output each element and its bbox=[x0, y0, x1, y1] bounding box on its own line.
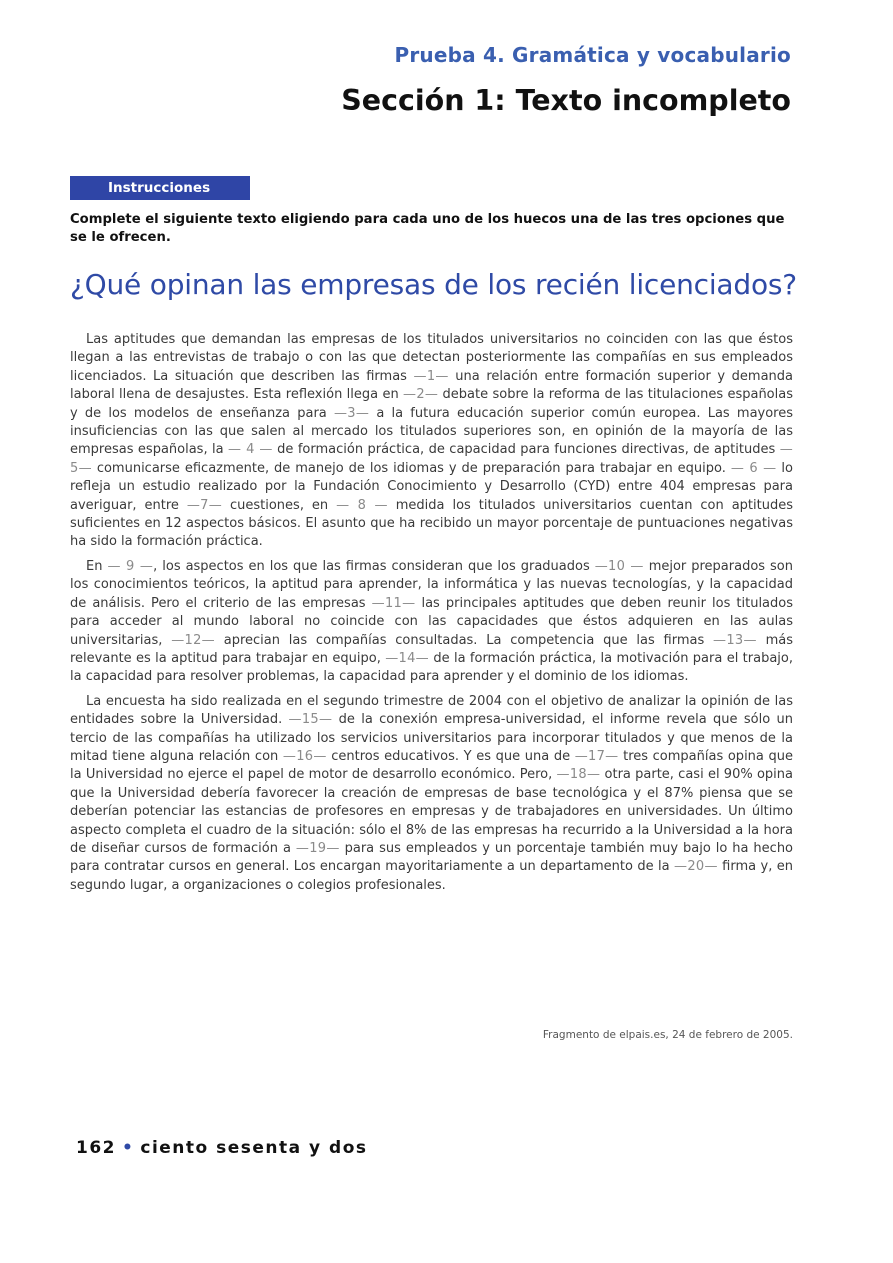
paragraph-text: una relación entre formación superior y demanda laboral llena de desajustes. Esta reflexión llega en bbox=[70, 368, 793, 403]
paragraph-text: aprecian las compañías consultadas. La competencia que las firmas bbox=[214, 632, 714, 648]
article-body bbox=[70, 331, 793, 901]
instructions-text: Complete el siguiente texto eligiendo para cada uno de los huecos una de las tres opciones que se le ofrecen. bbox=[70, 212, 785, 245]
article-paragraph bbox=[70, 331, 793, 552]
paragraph-text: otra parte, casi el 90% opina que la Universidad debería favorecer la creación de empresas de base tecnológica y el 87% piensa que se deberían potenciar las estancias de profesores en empresas y de trabajadores en universidades. Un último aspecto completa el cuadro de la situación: sólo el 8% de las empresas ha recurrido a la Universidad a la hora de diseñar cursos de formación a bbox=[70, 767, 793, 856]
blank-gap-marker: — 9 — bbox=[107, 558, 154, 574]
paragraph-text: Las aptitudes que demandan las empresas de los titulados universitarios no coinciden con las que éstos llegan a las entrevistas de trabajo o con las que detectan posteriormente las compañías en sus empleados licenciados. La situación que describen las firmas bbox=[70, 332, 793, 384]
blank-gap-marker: —14— bbox=[385, 650, 429, 666]
paragraph-text: centros educativos. Y es que una de bbox=[326, 748, 575, 764]
paragraph-text: a la futura educación superior común europea. Las mayores insuficiencias con las que salen al mercado los titulados superiores son, en opinión de la mayoría de las empresas españolas, la bbox=[70, 405, 794, 458]
paragraph-text: comunicarse eficazmente, de manejo de los idiomas y de preparación para trabajar en equipo. bbox=[91, 460, 731, 476]
blank-gap-marker: —12— bbox=[171, 632, 215, 648]
paragraph-text: cuestiones, en bbox=[222, 497, 337, 513]
paragraph-text: las principales aptitudes que deben reunir los titulados para acceder al mundo laboral no coincide con las capacidades que éstos adquieren en las aulas universitarias, bbox=[70, 595, 794, 648]
blank-gap-marker: — 4 — bbox=[228, 442, 273, 458]
blank-gap-marker: —19— bbox=[295, 840, 340, 856]
paragraph-text: para sus empleados y un porcentaje también muy bajo lo ha hecho para contratar cursos en general. Los encargan mayoritariamente a un departamento de la bbox=[70, 840, 794, 875]
source-citation: Fragmento de elpais.es, 24 de febrero de 2005. bbox=[542, 1029, 793, 1041]
blank-gap-marker: —7— bbox=[186, 497, 223, 513]
blank-gap-marker: — 8 — bbox=[336, 497, 388, 513]
paragraph-text: debate sobre la reforma de las titulaciones españolas y de los modelos de enseñanza para bbox=[70, 387, 793, 421]
blank-gap-marker: —10 — bbox=[594, 558, 644, 574]
paragraph-text: lo refleja un estudio realizado por la Fundación Conocimiento y Desarrollo (CYD) entre 404 empresas para averiguar, entre bbox=[70, 460, 793, 513]
paragraph-text: de formación práctica, de capacidad para funciones directivas, de aptitudes bbox=[272, 442, 780, 458]
blank-gap-marker: —13— bbox=[713, 632, 757, 648]
test-title: Prueba 4. Gramática y vocabulario bbox=[394, 43, 791, 67]
instructions-label: Instrucciones bbox=[70, 176, 250, 200]
paragraph-text: de la formación práctica, la motivación para el trabajo, la capacidad para resolver problemas, la capacidad para aprender y el dominio de los idiomas. bbox=[70, 650, 793, 685]
page-footer bbox=[76, 1138, 368, 1158]
paragraph-text: tres compañías opina que la Universidad no ejerce el papel de motor de desarrollo económico. Pero, bbox=[70, 748, 793, 783]
page-number-words: ciento sesenta y dos bbox=[140, 1138, 368, 1158]
blank-gap-marker: —20— bbox=[674, 859, 718, 875]
blank-gap-marker: —2— bbox=[403, 387, 439, 403]
blank-gap-marker: —11— bbox=[371, 595, 416, 611]
blank-gap-marker: —5— bbox=[70, 442, 793, 476]
blank-gap-marker: —15— bbox=[288, 712, 333, 728]
blank-gap-marker: —1— bbox=[413, 368, 449, 384]
blank-gap-marker: —18— bbox=[556, 767, 601, 783]
paragraph-text: La encuesta ha sido realizada en el segundo trimestre de 2004 con el objetivo de analizar la opinión de las entidades sobre la Universidad. bbox=[70, 693, 793, 728]
article-paragraph bbox=[70, 558, 793, 687]
paragraph-text: mejor preparados son los conocimientos teóricos, la aptitud para aprender, la informática y las nuevas tecnologías, y la capacidad de análisis. Pero el criterio de las empresas bbox=[70, 558, 793, 611]
paragraph-text: En bbox=[86, 558, 108, 574]
section-title: Sección 1: Texto incompleto bbox=[341, 84, 791, 117]
article-title: ¿Qué opinan las empresas de los recién licenciados? bbox=[70, 268, 797, 301]
paragraph-text: firma y, en segundo lugar, a organizaciones o colegios profesionales. bbox=[70, 859, 793, 893]
paragraph-text: medida los titulados universitarios cuentan con aptitudes suficientes en 12 aspectos básicos. El asunto que ha recibido un mayor porcentaje de puntuaciones negativas ha sido la formación práctica. bbox=[70, 497, 793, 550]
paragraph-text: más relevante es la aptitud para trabajar en equipo, bbox=[70, 632, 793, 666]
footer-bullet: • bbox=[122, 1138, 135, 1158]
page-number: 162 bbox=[76, 1138, 116, 1158]
blank-gap-marker: —17— bbox=[574, 748, 619, 764]
blank-gap-marker: — 6 — bbox=[730, 460, 777, 476]
paragraph-text: de la conexión empresa-universidad, el informe revela que sólo un tercio de las compañías ha utilizado los servicios universitarios para incorporar titulados y que menos de la mitad tiene alguna relación con bbox=[70, 712, 793, 764]
blank-gap-marker: —3— bbox=[333, 405, 370, 421]
article-paragraph bbox=[70, 693, 793, 895]
paragraph-text: , los aspectos en los que las firmas consideran que los graduados bbox=[153, 558, 595, 574]
blank-gap-marker: —16— bbox=[282, 748, 327, 764]
